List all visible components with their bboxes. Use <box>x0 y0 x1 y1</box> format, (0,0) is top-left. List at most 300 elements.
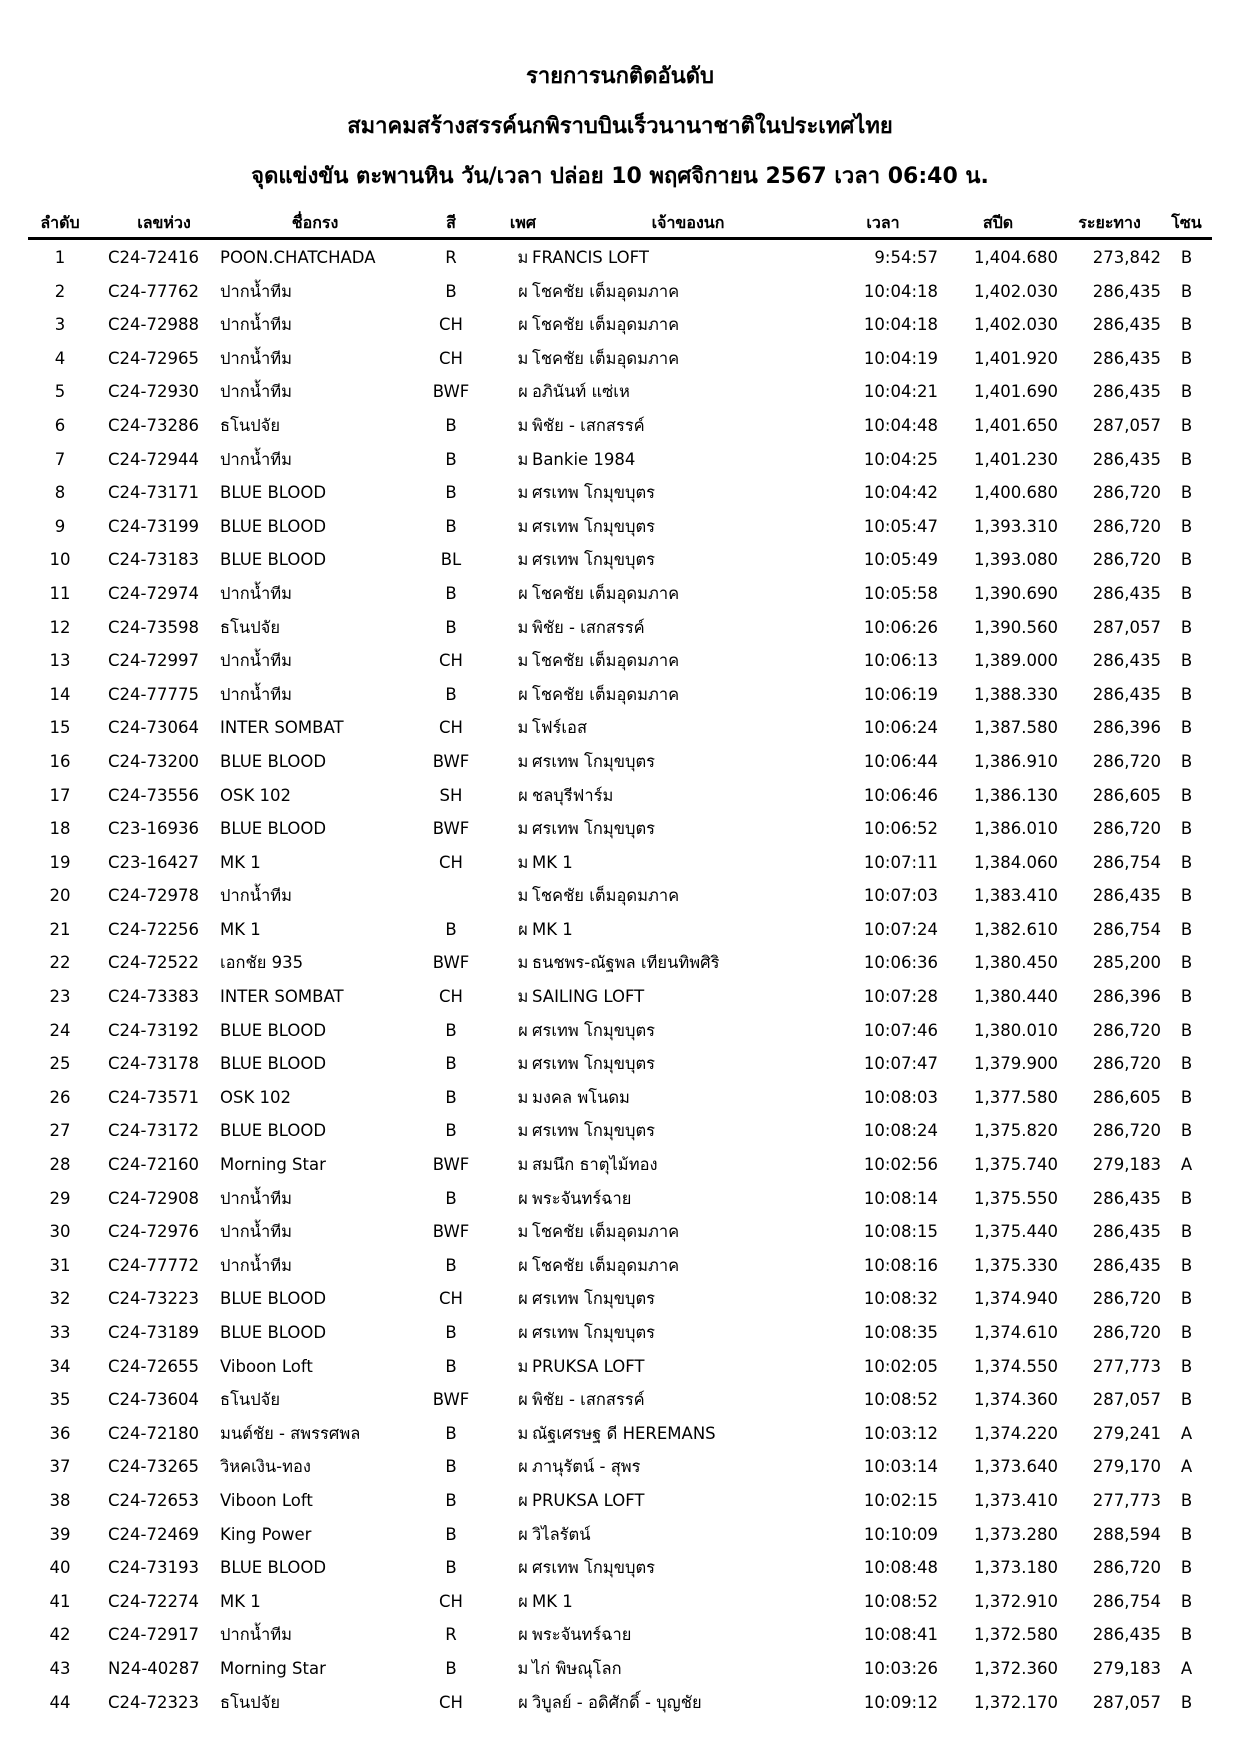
cell-owner: ศรเทพ โกมุขบุตร <box>532 751 656 771</box>
cell-rank: 33 <box>49 1323 71 1342</box>
table-row <box>28 1249 1212 1283</box>
table-row <box>28 913 1212 947</box>
cell-distance: 286,435 <box>1092 886 1161 906</box>
cell-loft: BLUE BLOOD <box>220 1020 327 1040</box>
cell-rank: 34 <box>49 1356 71 1376</box>
cell-owner: ธนชพร-ณัฐพล เทียนทิพศิริ <box>532 953 720 973</box>
cell-distance: 286,605 <box>1092 1087 1161 1107</box>
cell-distance: 286,720 <box>1092 1054 1161 1074</box>
header-rank: ลำดับ <box>40 213 80 232</box>
table-row <box>28 1618 1212 1652</box>
cell-distance: 288,594 <box>1092 1524 1161 1544</box>
cell-time: 10:06:46 <box>863 785 938 805</box>
cell-owner: อภินันท์ แซ่เห <box>532 382 630 402</box>
cell-ring: C24-73265 <box>108 1457 199 1477</box>
cell-time: 10:09:12 <box>863 1692 938 1712</box>
cell-loft: BLUE BLOOD <box>220 1289 327 1309</box>
cell-owner: โชคชัย เต็มอุดมภาค <box>532 684 680 704</box>
cell-owner: พระจันทร์ฉาย <box>532 1188 632 1208</box>
cell-ring: C24-72274 <box>108 1591 199 1611</box>
cell-ring: C24-72976 <box>108 1222 199 1242</box>
cell-sex: ม <box>517 516 529 536</box>
cell-time: 10:07:28 <box>863 987 938 1007</box>
cell-loft: BLUE BLOOD <box>220 1323 327 1342</box>
cell-owner: ศรเทพ โกมุขบุตร <box>532 483 656 503</box>
cell-owner: ศรเทพ โกมุขบุตร <box>532 1054 656 1074</box>
cell-color: B <box>445 1423 457 1443</box>
cell-loft: MK 1 <box>220 919 261 939</box>
title-race-info: จุดแข่งขัน ตะพานหิน วัน/เวลา ปล่อย 10 พฤศจิกายน 2567 เวลา 06:40 น. <box>251 164 989 189</box>
cell-zone: B <box>1180 1121 1193 1141</box>
table-row <box>28 1484 1212 1518</box>
cell-rank: 28 <box>49 1155 71 1175</box>
cell-zone: B <box>1180 1558 1193 1578</box>
cell-owner: MK 1 <box>532 852 573 872</box>
table-row <box>28 745 1212 779</box>
cell-time: 10:03:14 <box>863 1457 938 1477</box>
cell-loft: มนต์ชัย - สพรรศพล <box>220 1423 361 1443</box>
cell-loft: BLUE BLOOD <box>220 1121 327 1141</box>
cell-speed: 1,386.130 <box>974 785 1058 805</box>
cell-time: 10:02:56 <box>863 1155 938 1175</box>
cell-zone: B <box>1180 1289 1193 1309</box>
table-row <box>28 1518 1212 1552</box>
cell-time: 10:02:05 <box>863 1356 938 1376</box>
cell-distance: 286,720 <box>1092 1323 1161 1342</box>
cell-time: 10:07:11 <box>863 852 938 872</box>
cell-zone: B <box>1180 1356 1193 1376</box>
cell-rank: 27 <box>49 1121 71 1141</box>
cell-distance: 286,720 <box>1092 1289 1161 1309</box>
cell-distance: 287,057 <box>1092 617 1161 637</box>
cell-time: 10:06:13 <box>863 651 938 671</box>
cell-speed: 1,374.610 <box>974 1323 1058 1342</box>
cell-speed: 1,380.450 <box>974 953 1058 973</box>
cell-zone: B <box>1180 550 1193 570</box>
cell-zone: B <box>1180 886 1193 906</box>
cell-sex: ม <box>517 1054 529 1074</box>
cell-speed: 1,402.030 <box>974 281 1058 301</box>
cell-distance: 286,435 <box>1092 651 1161 671</box>
cell-speed: 1,393.310 <box>974 516 1058 536</box>
cell-sex: ม <box>517 751 529 771</box>
cell-owner: วิบูลย์ - อดิศักดิ์ - บุญชัย <box>532 1692 702 1712</box>
cell-sex: ม <box>517 1155 529 1175</box>
cell-owner: ศรเทพ โกมุขบุตร <box>532 1121 656 1141</box>
cell-owner: โชคชัย เต็มอุดมภาค <box>532 886 680 906</box>
cell-loft: ปากน้ำทีม <box>220 1188 293 1208</box>
cell-color: B <box>445 449 457 469</box>
cell-sex: ม <box>517 1423 529 1443</box>
cell-ring: C24-77762 <box>108 281 199 301</box>
cell-rank: 35 <box>49 1390 71 1410</box>
cell-rank: 24 <box>49 1020 71 1040</box>
cell-distance: 286,435 <box>1092 1188 1161 1208</box>
cell-zone: B <box>1180 953 1193 973</box>
cell-zone: B <box>1180 248 1193 267</box>
cell-rank: 16 <box>49 751 71 771</box>
cell-speed: 1,401.920 <box>974 348 1058 368</box>
cell-zone: B <box>1180 281 1193 301</box>
table-row <box>28 980 1212 1014</box>
cell-speed: 1,400.680 <box>974 483 1058 503</box>
cell-speed: 1,374.360 <box>974 1390 1058 1410</box>
cell-color: B <box>445 1255 457 1275</box>
cell-speed: 1,386.010 <box>974 819 1058 839</box>
cell-sex: ผ <box>518 1323 528 1342</box>
cell-sex: ม <box>517 651 529 671</box>
cell-loft: Viboon Loft <box>220 1356 313 1376</box>
cell-color: B <box>445 1121 457 1141</box>
cell-ring: C24-72256 <box>108 919 199 939</box>
table-row <box>28 1450 1212 1484</box>
cell-owner: โชคชัย เต็มอุดมภาค <box>532 315 680 335</box>
cell-sex: ผ <box>518 281 528 301</box>
cell-time: 10:07:46 <box>863 1020 938 1040</box>
cell-rank: 3 <box>54 315 66 335</box>
table-row <box>28 711 1212 745</box>
cell-zone: B <box>1180 415 1193 435</box>
cell-rank: 38 <box>49 1490 71 1510</box>
cell-sex: ม <box>517 718 529 738</box>
cell-distance: 287,057 <box>1092 1692 1161 1712</box>
cell-distance: 279,241 <box>1092 1423 1161 1443</box>
cell-zone: B <box>1180 348 1193 368</box>
cell-loft: วิหคเงิน-ทอง <box>220 1457 311 1477</box>
cell-rank: 25 <box>49 1054 71 1074</box>
cell-ring: C24-73604 <box>108 1390 199 1410</box>
cell-speed: 1,373.640 <box>974 1457 1058 1477</box>
cell-speed: 1,375.330 <box>974 1255 1058 1275</box>
cell-color: SH <box>439 785 463 805</box>
cell-owner: SAILING LOFT <box>532 987 645 1007</box>
cell-zone: A <box>1180 1658 1193 1678</box>
cell-ring: C24-73064 <box>108 718 199 738</box>
cell-time: 10:05:49 <box>863 550 938 570</box>
cell-color: B <box>445 281 457 301</box>
cell-owner: โชคชัย เต็มอุดมภาค <box>532 583 680 603</box>
table-row <box>28 1148 1212 1182</box>
cell-rank: 2 <box>54 281 66 301</box>
table-row <box>28 1417 1212 1451</box>
cell-color: B <box>445 1558 457 1578</box>
header-distance: ระยะทาง <box>1078 213 1141 232</box>
cell-rank: 30 <box>49 1222 71 1242</box>
cell-speed: 1,375.440 <box>974 1222 1058 1242</box>
cell-time: 10:06:26 <box>863 617 938 637</box>
cell-loft: ปากน้ำทีม <box>220 315 293 335</box>
cell-sex: ผ <box>518 1188 528 1208</box>
cell-sex: ผ <box>518 1289 528 1309</box>
cell-distance: 286,754 <box>1092 1591 1161 1611</box>
cell-ring: C24-73286 <box>108 415 199 435</box>
cell-speed: 1,404.680 <box>974 248 1058 267</box>
cell-rank: 39 <box>49 1524 71 1544</box>
cell-color: CH <box>439 718 463 738</box>
cell-time: 10:10:09 <box>863 1524 938 1544</box>
table-row <box>28 1114 1212 1148</box>
cell-ring: N24-40287 <box>108 1658 200 1678</box>
cell-sex: ม <box>517 1121 529 1141</box>
cell-color: B <box>445 1457 457 1477</box>
cell-color: CH <box>439 987 463 1007</box>
table-row <box>28 1383 1212 1417</box>
cell-distance: 286,720 <box>1092 483 1161 503</box>
cell-rank: 37 <box>49 1457 71 1477</box>
cell-speed: 1,372.580 <box>974 1625 1058 1645</box>
cell-distance: 286,396 <box>1092 987 1161 1007</box>
cell-distance: 286,435 <box>1092 281 1161 301</box>
cell-speed: 1,373.180 <box>974 1558 1058 1578</box>
cell-distance: 279,183 <box>1092 1658 1161 1678</box>
cell-time: 10:03:26 <box>863 1658 938 1678</box>
cell-ring: C24-72522 <box>108 953 199 973</box>
cell-loft: BLUE BLOOD <box>220 516 327 536</box>
cell-distance: 285,200 <box>1092 953 1161 973</box>
cell-loft: ปากน้ำทีม <box>220 382 293 402</box>
header-ring: เลขห่วง <box>137 213 191 232</box>
cell-color: R <box>445 248 457 267</box>
cell-time: 10:05:47 <box>863 516 938 536</box>
cell-distance: 286,720 <box>1092 1558 1161 1578</box>
cell-speed: 1,374.940 <box>974 1289 1058 1309</box>
cell-owner: โชคชัย เต็มอุดมภาค <box>532 348 680 368</box>
cell-ring: C24-73383 <box>108 987 199 1007</box>
cell-zone: B <box>1180 919 1193 939</box>
cell-zone: B <box>1180 1054 1193 1074</box>
cell-time: 10:05:58 <box>863 583 938 603</box>
cell-ring: C24-73172 <box>108 1121 199 1141</box>
cell-sex: ม <box>517 449 529 469</box>
cell-zone: B <box>1180 1490 1193 1510</box>
cell-color: B <box>445 516 457 536</box>
cell-speed: 1,390.560 <box>974 617 1058 637</box>
cell-rank: 36 <box>49 1423 71 1443</box>
cell-speed: 1,401.690 <box>974 382 1058 402</box>
cell-time: 10:06:19 <box>863 684 938 704</box>
cell-ring: C24-77772 <box>108 1255 199 1275</box>
cell-color: B <box>445 1490 457 1510</box>
cell-speed: 1,386.910 <box>974 751 1058 771</box>
cell-loft: ปากน้ำทีม <box>220 583 293 603</box>
table-row <box>28 846 1212 880</box>
cell-owner: FRANCIS LOFT <box>532 248 649 267</box>
cell-sex: ม <box>517 987 529 1007</box>
cell-distance: 286,720 <box>1092 550 1161 570</box>
cell-sex: ม <box>517 1222 529 1242</box>
table-row <box>28 1081 1212 1115</box>
cell-loft: Viboon Loft <box>220 1490 313 1510</box>
document-titles <box>0 52 1240 202</box>
cell-rank: 4 <box>54 348 66 368</box>
table-row <box>28 1282 1212 1316</box>
cell-zone: B <box>1180 1390 1193 1410</box>
cell-rank: 20 <box>49 886 71 906</box>
cell-owner: พระจันทร์ฉาย <box>532 1625 632 1645</box>
cell-owner: ณัฐเศรษฐ ดี HEREMANS <box>532 1423 716 1443</box>
table-row <box>28 1047 1212 1081</box>
cell-sex: ม <box>517 617 529 637</box>
cell-zone: B <box>1180 1692 1193 1712</box>
cell-time: 10:04:18 <box>863 281 938 301</box>
cell-distance: 286,435 <box>1092 315 1161 335</box>
cell-loft: POON.CHATCHADA <box>220 248 376 267</box>
cell-sex: ผ <box>518 1591 528 1611</box>
cell-rank: 31 <box>49 1255 71 1275</box>
cell-zone: B <box>1180 651 1193 671</box>
cell-owner: ศรเทพ โกมุขบุตร <box>532 516 656 536</box>
cell-rank: 44 <box>49 1692 71 1712</box>
cell-sex: ผ <box>518 1524 528 1544</box>
cell-color: B <box>445 684 457 704</box>
table-row <box>28 375 1212 409</box>
cell-distance: 286,720 <box>1092 516 1161 536</box>
cell-owner: PRUKSA LOFT <box>532 1356 645 1376</box>
title-association: สมาคมสร้างสรรค์นกพิราบบินเร็วนานาชาติในประเทศไทย <box>347 114 893 139</box>
cell-rank: 5 <box>54 382 66 402</box>
header-zone: โซน <box>1171 213 1202 232</box>
cell-rank: 19 <box>49 852 71 872</box>
cell-loft: ธโนปจัย <box>220 1390 281 1410</box>
cell-zone: B <box>1180 1591 1193 1611</box>
cell-ring: C24-73571 <box>108 1087 199 1107</box>
cell-owner: โชคชัย เต็มอุดมภาค <box>532 1222 680 1242</box>
cell-sex: ม <box>517 483 529 503</box>
cell-sex: ม <box>517 415 529 435</box>
cell-time: 10:06:24 <box>863 718 938 738</box>
cell-owner: ศรเทพ โกมุขบุตร <box>532 1323 656 1342</box>
cell-owner: สมนึก ธาตุไม้ทอง <box>532 1155 658 1175</box>
cell-speed: 1,380.440 <box>974 987 1058 1007</box>
cell-rank: 26 <box>49 1087 71 1107</box>
cell-color: B <box>445 1658 457 1678</box>
cell-owner: ศรเทพ โกมุขบุตร <box>532 1020 656 1040</box>
cell-color: BWF <box>432 819 470 839</box>
table-row <box>28 308 1212 342</box>
cell-zone: B <box>1180 382 1193 402</box>
cell-color: R <box>445 1625 457 1645</box>
cell-speed: 1,372.360 <box>974 1658 1058 1678</box>
cell-speed: 1,384.060 <box>974 852 1058 872</box>
cell-loft: ปากน้ำทีม <box>220 651 293 671</box>
cell-zone: B <box>1180 987 1193 1007</box>
cell-sex: ผ <box>518 1457 528 1477</box>
cell-color: B <box>445 483 457 503</box>
cell-speed: 1,379.900 <box>974 1054 1058 1074</box>
table-row <box>28 1215 1212 1249</box>
table-row <box>28 443 1212 477</box>
cell-time: 10:03:12 <box>863 1423 938 1443</box>
table-row <box>28 779 1212 813</box>
cell-loft: BLUE BLOOD <box>220 550 327 570</box>
cell-distance: 279,183 <box>1092 1155 1161 1175</box>
cell-color: B <box>445 415 457 435</box>
cell-sex: ผ <box>518 1558 528 1578</box>
cell-speed: 1,389.000 <box>974 651 1058 671</box>
cell-color: B <box>445 583 457 603</box>
cell-zone: B <box>1180 852 1193 872</box>
table-row <box>28 1182 1212 1216</box>
cell-distance: 286,396 <box>1092 718 1161 738</box>
table-row <box>28 879 1212 913</box>
cell-time: 10:07:24 <box>863 919 938 939</box>
table-row <box>28 1316 1212 1350</box>
cell-loft: ปากน้ำทีม <box>220 281 293 301</box>
cell-rank: 21 <box>49 919 71 939</box>
cell-rank: 40 <box>49 1558 71 1578</box>
table-row <box>28 1551 1212 1585</box>
cell-sex: ผ <box>518 382 528 402</box>
cell-rank: 12 <box>49 617 71 637</box>
cell-loft: ปากน้ำทีม <box>220 1255 293 1275</box>
cell-color: B <box>445 1524 457 1544</box>
cell-time: 10:08:48 <box>863 1558 938 1578</box>
cell-time: 10:08:41 <box>863 1625 938 1645</box>
cell-ring: C24-72469 <box>108 1524 199 1544</box>
cell-sex: ผ <box>518 1390 528 1410</box>
cell-zone: B <box>1180 751 1193 771</box>
cell-owner: ชลบุรีฟาร์ม <box>532 785 614 805</box>
cell-zone: B <box>1180 516 1193 536</box>
cell-ring: C24-73171 <box>108 483 199 503</box>
table-row <box>28 510 1212 544</box>
cell-distance: 286,435 <box>1092 382 1161 402</box>
cell-sex: ผ <box>518 1692 528 1712</box>
cell-rank: 15 <box>49 718 71 738</box>
cell-zone: A <box>1180 1423 1193 1443</box>
cell-color: CH <box>439 1692 463 1712</box>
cell-time: 10:06:44 <box>863 751 938 771</box>
cell-zone: B <box>1180 315 1193 335</box>
cell-sex: ม <box>517 1658 529 1678</box>
cell-sex: ผ <box>518 583 528 603</box>
cell-ring: C24-73598 <box>108 617 199 637</box>
cell-distance: 286,435 <box>1092 1255 1161 1275</box>
cell-rank: 10 <box>49 550 71 570</box>
cell-zone: B <box>1180 1188 1193 1208</box>
table-row <box>28 812 1212 846</box>
cell-zone: B <box>1180 1625 1193 1645</box>
cell-time: 10:08:35 <box>863 1323 938 1342</box>
table-row <box>28 409 1212 443</box>
cell-zone: B <box>1180 1020 1193 1040</box>
cell-color: B <box>445 1054 457 1074</box>
cell-rank: 32 <box>49 1289 71 1309</box>
cell-time: 10:08:03 <box>863 1087 938 1107</box>
cell-ring: C24-73199 <box>108 516 199 536</box>
cell-loft: ปากน้ำทีม <box>220 886 293 906</box>
cell-color: B <box>445 1188 457 1208</box>
cell-ring: C24-73223 <box>108 1289 199 1309</box>
cell-distance: 286,720 <box>1092 1020 1161 1040</box>
cell-zone: B <box>1180 785 1193 805</box>
cell-loft: BLUE BLOOD <box>220 819 327 839</box>
cell-ring: C24-72655 <box>108 1356 199 1376</box>
cell-owner: ภานุรัตน์ - สุพร <box>532 1457 641 1477</box>
cell-rank: 8 <box>54 483 66 503</box>
cell-ring: C23-16936 <box>108 819 199 839</box>
cell-rank: 29 <box>49 1188 71 1208</box>
table-row <box>28 611 1212 645</box>
cell-distance: 277,773 <box>1092 1490 1161 1510</box>
cell-owner: PRUKSA LOFT <box>532 1490 645 1510</box>
cell-loft: INTER SOMBAT <box>220 718 344 738</box>
cell-rank: 7 <box>54 449 66 469</box>
cell-sex: ม <box>517 550 529 570</box>
cell-color: B <box>445 919 457 939</box>
cell-loft: เอกชัย 935 <box>220 953 304 973</box>
header-speed: สปีด <box>982 213 1014 232</box>
